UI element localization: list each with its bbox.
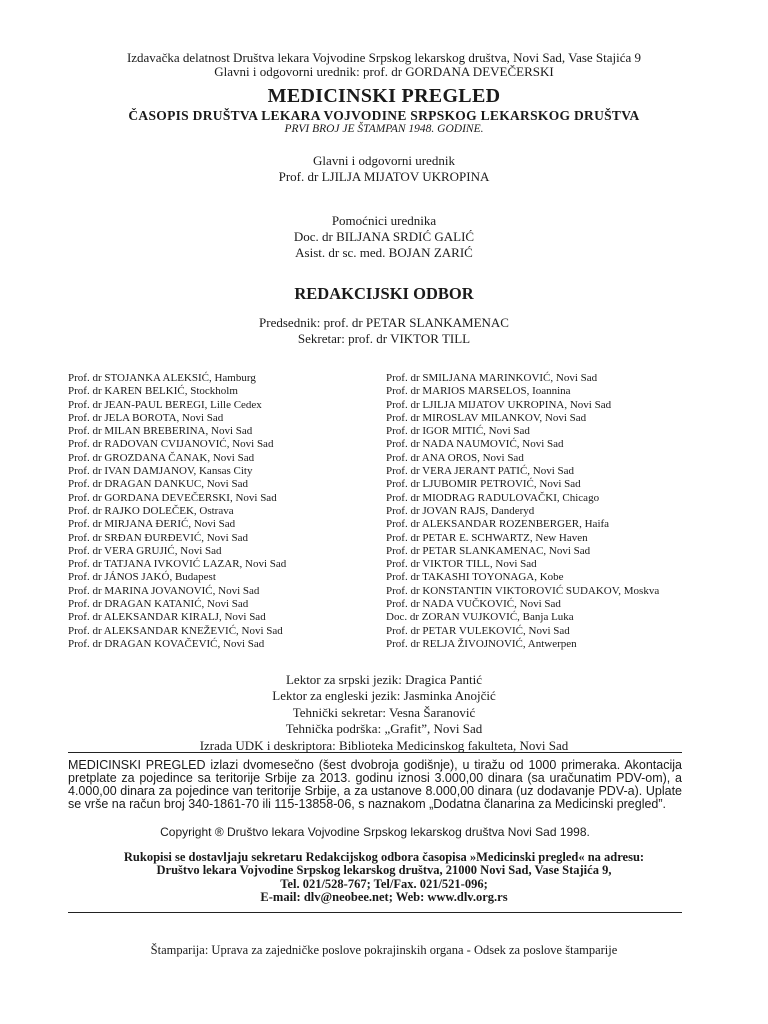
board-member: Prof. dr VERA JERANT PATIĆ, Novi Sad: [386, 465, 575, 478]
board-member: Prof. dr DRAGAN KATANIĆ, Novi Sad: [68, 598, 249, 611]
staff-line: Tehnička podrška: „Grafit”, Novi Sad: [285, 721, 483, 737]
board-secretary: Sekretar: prof. dr VIKTOR TILL: [297, 331, 471, 346]
board-member: Prof. dr DRAGAN KOVAČEVIĆ, Novi Sad: [68, 637, 265, 650]
board-member: Prof. dr LJILJA MIJATOV UKROPINA, Novi Sad: [386, 398, 612, 411]
publisher-line: Izdavačka delatnost Društva lekara Vojvodine Srpskog lekarskog društva, Novi Sad, Vase Stajića 9: [126, 50, 642, 65]
board-member: Prof. dr NADA VUČKOVIĆ, Novi Sad: [386, 598, 561, 611]
submission-phone: Tel. 021/528-767; Tel/Fax. 021/521-096;: [280, 876, 488, 891]
submission-info: [0, 851, 768, 904]
assistant-editor-name: Asist. dr sc. med. BOJAN ZARIĆ: [295, 245, 473, 260]
board-member: Prof. dr RELJA ŽIVOJNOVIĆ, Antwerpen: [386, 637, 577, 650]
board-member: Prof. dr PETAR VULEKOVIĆ, Novi Sad: [386, 624, 570, 637]
board-member: Prof. dr GROZDANA ČANAK, Novi Sad: [68, 451, 255, 464]
assistant-editor-name: Doc. dr BILJANA SRDIĆ GALIĆ: [293, 229, 475, 244]
board-president: Predsednik: prof. dr PETAR SLANKAMENAC: [259, 315, 509, 330]
board-member: Prof. dr DRAGAN DANKUC, Novi Sad: [68, 478, 248, 491]
printer-info: Štamparija: Uprava za zajedničke poslove pokrajinskih organa - Odsek za poslove štamparije: [150, 943, 618, 957]
board-member: Prof. dr MIRJANA ĐERIĆ, Novi Sad: [68, 518, 236, 531]
submission-line: Rukopisi se dostavljaju sekretaru Redakcijskog odbora časopisa »Medicinski pregled« na adresu:: [123, 850, 645, 864]
board-member: Prof. dr MIROSLAV MILANKOV, Novi Sad: [386, 411, 587, 424]
board-member: Prof. dr IGOR MITIĆ, Novi Sad: [386, 425, 530, 438]
journal-subtitle: ČASOPIS DRUŠTVA LEKARA VOJVODINE SRPSKOG LEKARSKOG DRUŠTVA: [128, 108, 640, 123]
editor-in-chief-name: Prof. dr LJILJA MIJATOV UKROPINA: [278, 169, 490, 184]
board-member: Prof. dr LJUBOMIR PETROVIĆ, Novi Sad: [386, 478, 581, 491]
board-member: Prof. dr PETAR SLANKAMENAC, Novi Sad: [386, 544, 591, 557]
board-members-right: [386, 372, 659, 651]
board-member: Prof. dr ALEKSANDAR ROZENBERGER, Haifa: [386, 518, 610, 531]
board-member: Prof. dr JELA BOROTA, Novi Sad: [68, 411, 224, 424]
board-member: Prof. dr RAJKO DOLEČEK, Ostrava: [68, 504, 234, 517]
board-member: Prof. dr JEAN-PAUL BEREGI, Lille Cedex: [68, 398, 262, 411]
board-member: Prof. dr SRĐAN ĐURĐEVIĆ, Novi Sad: [68, 531, 248, 544]
board-title: REDAKCIJSKI ODBOR: [294, 284, 474, 303]
copyright-notice: Copyright ® Društvo lekara Vojvodine Srpskog lekarskog društva Novi Sad 1998.: [160, 825, 590, 839]
publisher-info: [0, 51, 768, 79]
staff-line: Izrada UDK i deskriptora: Biblioteka Medicinskog fakulteta, Novi Sad: [199, 737, 569, 753]
board-members-left: [68, 372, 286, 651]
divider: [68, 912, 682, 913]
board-member: Prof. dr RADOVAN CVIJANOVIĆ, Novi Sad: [68, 438, 274, 451]
board-member: Prof. dr ANA OROS, Novi Sad: [386, 451, 524, 464]
board-officers: [0, 315, 768, 347]
board-member: Prof. dr TAKASHI TOYONAGA, Kobe: [386, 571, 564, 584]
staff-block: [0, 672, 768, 754]
board-member: Prof. dr MARINA JOVANOVIĆ, Novi Sad: [68, 584, 260, 597]
assistant-editors-label: Pomoćnici urednika: [331, 213, 437, 228]
staff-line: Tehnički sekretar: Vesna Šaranović: [292, 704, 476, 720]
board-member: Prof. dr NADA NAUMOVIĆ, Novi Sad: [386, 438, 564, 451]
divider: [68, 752, 682, 753]
board-member: Prof. dr KONSTANTIN VIKTOROVIĆ SUDAKOV, Moskva: [386, 584, 660, 597]
board-member: Prof. dr MARIOS MARSELOS, Ioannina: [386, 385, 571, 398]
editor-in-chief-label: Glavni i odgovorni urednik: [313, 153, 455, 168]
submission-address: Društvo lekara Vojvodine Srpskog lekarskog društva, 21000 Novi Sad, Vase Stajića 9,: [156, 863, 612, 878]
board-member: Prof. dr TATJANA IVKOVIĆ LAZAR, Novi Sad: [68, 558, 287, 571]
staff-line: Lektor za srpski jezik: Dragica Pantić: [285, 672, 482, 687]
board-member: Prof. dr JÁNOS JAKÓ, Budapest: [68, 571, 216, 584]
staff-line: Lektor za engleski jezik: Jasminka Anojčić: [272, 688, 496, 704]
editor-in-chief-block: [0, 153, 768, 185]
board-member: Prof. dr VERA GRUJIĆ, Novi Sad: [68, 544, 222, 557]
board-member: Prof. dr STOJANKA ALEKSIĆ, Hamburg: [68, 372, 256, 384]
subscription-info: MEDICINSKI PREGLED izlazi dvomesečno (šest dvobroja godišnje), u tiražu od 1000 primeraka. Akontacija pretplate za pojedince sa teritorije Srbije za 2013. godinu iznosi 3.000,00 dinara (sa uračunatim PDV-om), a 4.000,00 dinara za pojedince van teritorije Srbije, a za ustanove 8.000,00 dinara (uz dodavanje PDV-a). Uplate se vrše na račun broj 340-1861-70 ili 115-13858-06, s naznakom „Dodatna članarina za Medicinski pregled”.: [68, 758, 682, 811]
board-member: Prof. dr ALEKSANDAR KIRALJ, Novi Sad: [68, 611, 266, 624]
first-issue-note: PRVI BROJ JE ŠTAMPAN 1948. GODINE.: [284, 123, 484, 135]
board-member: Prof. dr IVAN DAMJANOV, Kansas City: [68, 465, 253, 478]
publisher-line: Glavni i odgovorni urednik: prof. dr GORDANA DEVEČERSKI: [214, 64, 554, 79]
submission-email-web: E-mail: dlv@neobee.net; Web: www.dlv.org.rs: [260, 889, 508, 904]
board-member: Prof. dr MIODRAG RADULOVAČKI, Chicago: [386, 491, 600, 504]
board-member: Doc. dr ZORAN VUJKOVIĆ, Banja Luka: [386, 611, 574, 624]
journal-title: MEDICINSKI PREGLED: [267, 85, 501, 107]
board-member: Prof. dr ALEKSANDAR KNEŽEVIĆ, Novi Sad: [68, 624, 283, 637]
board-member: Prof. dr KAREN BELKIĆ, Stockholm: [68, 385, 238, 398]
board-member: Prof. dr JOVAN RAJS, Danderyd: [386, 504, 535, 517]
board-member: Prof. dr SMILJANA MARINKOVIĆ, Novi Sad: [386, 372, 598, 384]
board-member: Prof. dr PETAR E. SCHWARTZ, New Haven: [386, 531, 588, 544]
board-member: Prof. dr MILAN BREBERINA, Novi Sad: [68, 425, 253, 438]
assistant-editors-block: [0, 213, 768, 261]
board-member: Prof. dr GORDANA DEVEČERSKI, Novi Sad: [68, 491, 277, 504]
board-member: Prof. dr VIKTOR TILL, Novi Sad: [386, 558, 537, 571]
